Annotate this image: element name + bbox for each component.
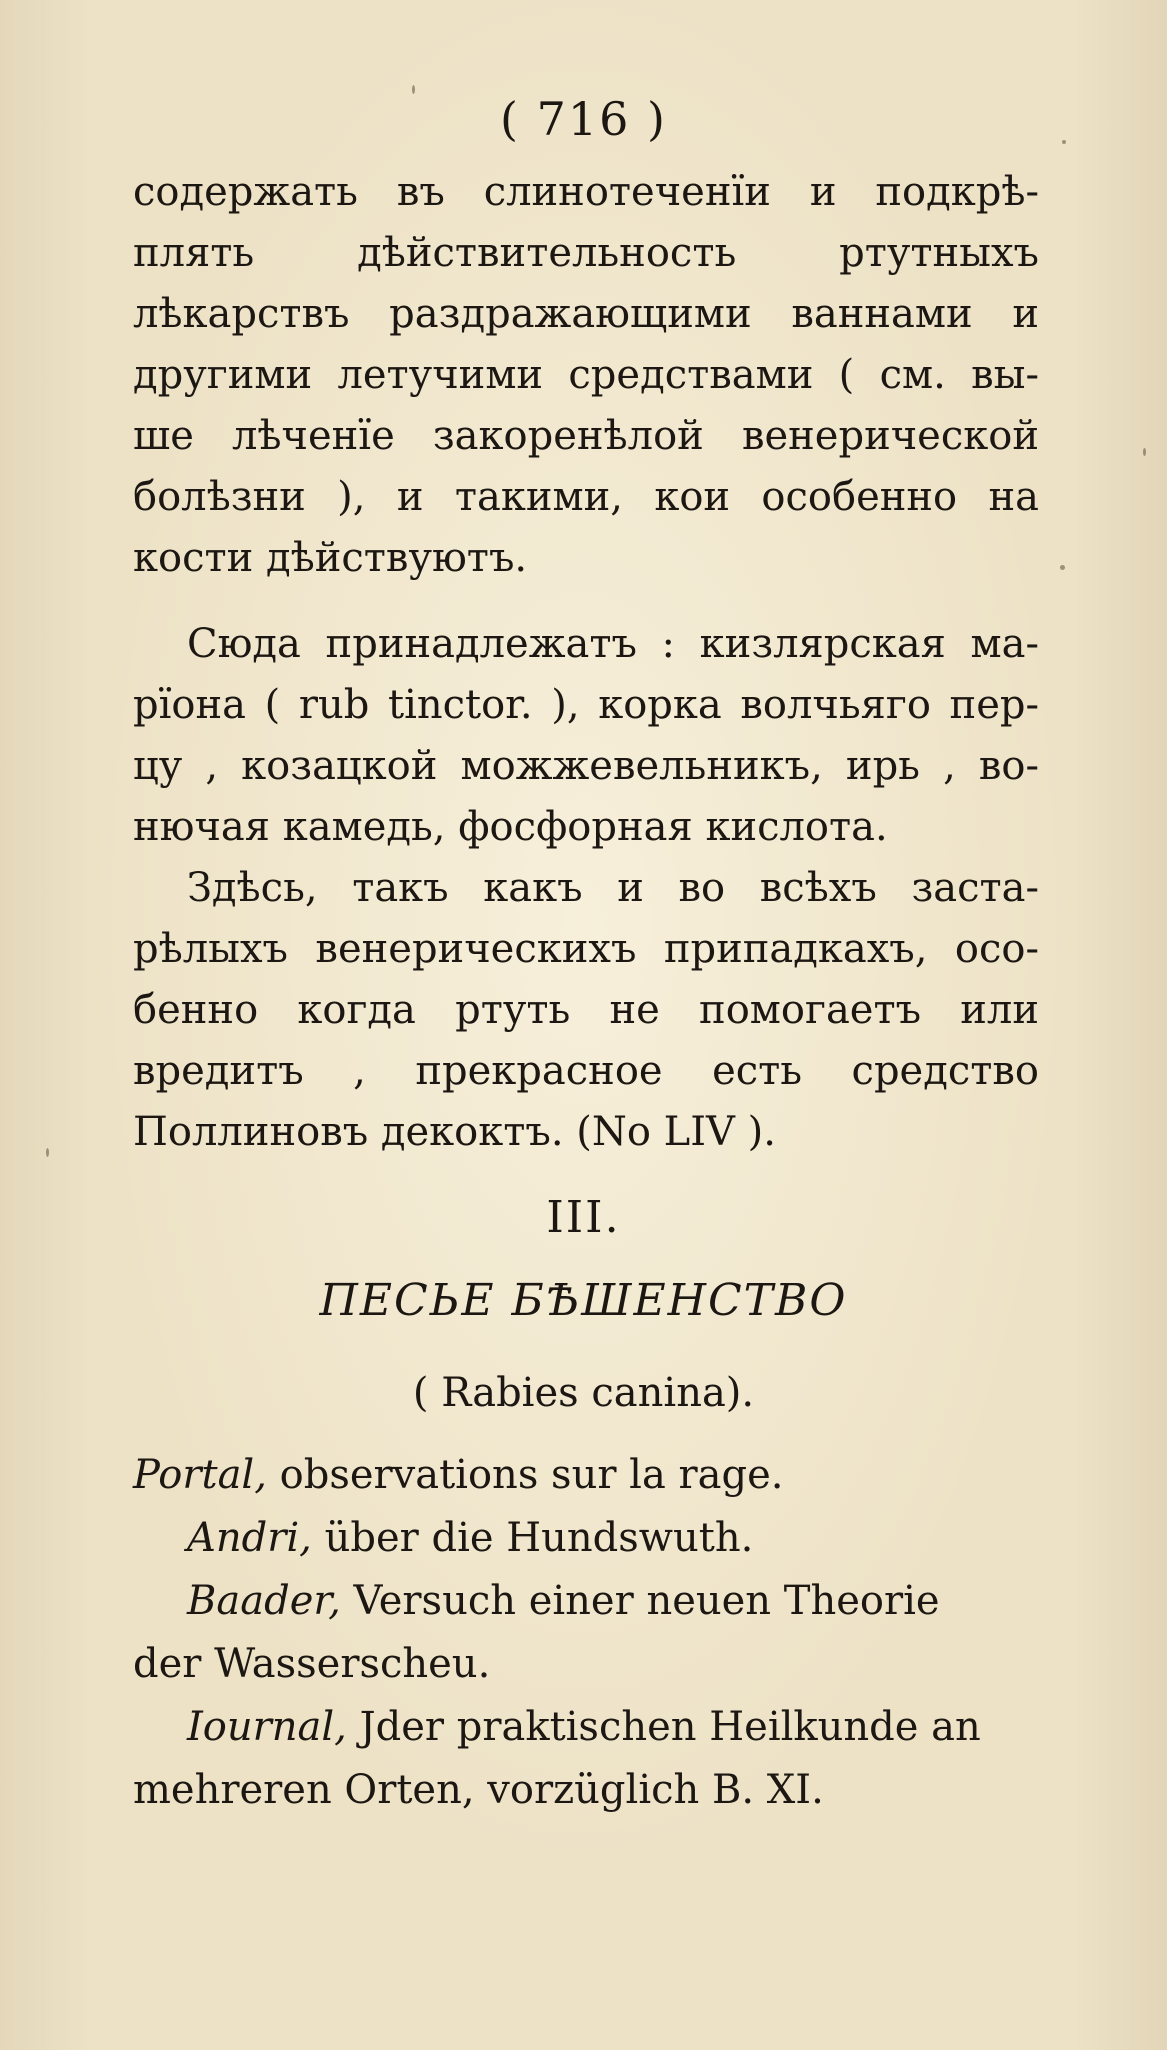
text-line: болѣзни ), и такими, кои особенно на: [133, 474, 1039, 520]
text-line: бенно когда ртуть не помогаетъ или: [133, 987, 1039, 1033]
section-title: ПЕСЬЕ БѢШЕНСТВО: [319, 1275, 848, 1326]
paper-speck: [1060, 565, 1065, 570]
text-line: кости дѣйствуютъ.: [133, 535, 528, 581]
reference-author: Portal,: [133, 1452, 267, 1498]
text-line: рïона ( rub tinctor. ), корка волчьяго пер-: [133, 682, 1039, 728]
text-line: вредитъ , прекрасное есть средство: [133, 1048, 1039, 1094]
reference-author: Andri,: [187, 1515, 312, 1561]
text-line: Поллиновъ декоктъ. (No LIV ).: [133, 1109, 776, 1155]
reference-entry: [133, 1696, 1039, 1759]
text-line: ше лѣченïе закоренѣлой венерической: [133, 413, 1039, 459]
text-line: Сюда принадлежатъ : кизлярская ма-: [187, 621, 1039, 667]
references-list: [133, 1444, 1039, 1822]
paragraph-1: [133, 162, 1039, 589]
reference-entry: [133, 1507, 1039, 1570]
text-line: плять дѣйствительность ртутныхъ: [133, 230, 1039, 276]
paper-speck: [412, 85, 415, 94]
reference-title: über die Hundswuth.: [311, 1515, 754, 1561]
text-line: рѣлыхъ венерическихъ припадкахъ, осо-: [133, 926, 1039, 972]
reference-title: Jder praktischen Heilkunde an: [346, 1704, 981, 1750]
reference-continuation: mehreren Orten, vorzüglich B. XI.: [133, 1767, 824, 1813]
reference-author: Baader,: [187, 1578, 341, 1624]
text-line: содержать въ слинотеченïи и подкрѣ-: [133, 169, 1039, 215]
text-line: лѣкарствъ раздражающими ваннами и: [133, 291, 1039, 337]
paragraph-2: [133, 614, 1039, 858]
text-line: Здѣсь, такъ какъ и во всѣхъ заста-: [187, 865, 1039, 911]
page-number: ( 716 ): [500, 92, 667, 146]
paper-speck: [1062, 140, 1066, 144]
paper-speck: [46, 1148, 49, 1157]
text-line: цу , козацкой можжевельникъ, ирь , во-: [133, 743, 1039, 789]
text-line: нючая камедь, фосфорная кислота.: [133, 804, 888, 850]
reference-title: observations sur la rage.: [266, 1452, 784, 1498]
section-subtitle: ( Rabies canina).: [412, 1370, 755, 1416]
paragraph-3: [133, 858, 1039, 1163]
paper-speck: [1143, 448, 1146, 456]
reference-author: Iournal,: [187, 1704, 347, 1750]
reference-continuation: der Wasserscheu.: [133, 1641, 491, 1687]
reference-entry: [133, 1444, 1039, 1507]
section-numeral: III.: [546, 1192, 621, 1243]
text-line: другими летучими средствами ( см. вы-: [133, 352, 1039, 398]
reference-entry: [133, 1570, 1039, 1633]
reference-title: Versuch einer neuen Theorie: [340, 1578, 940, 1624]
